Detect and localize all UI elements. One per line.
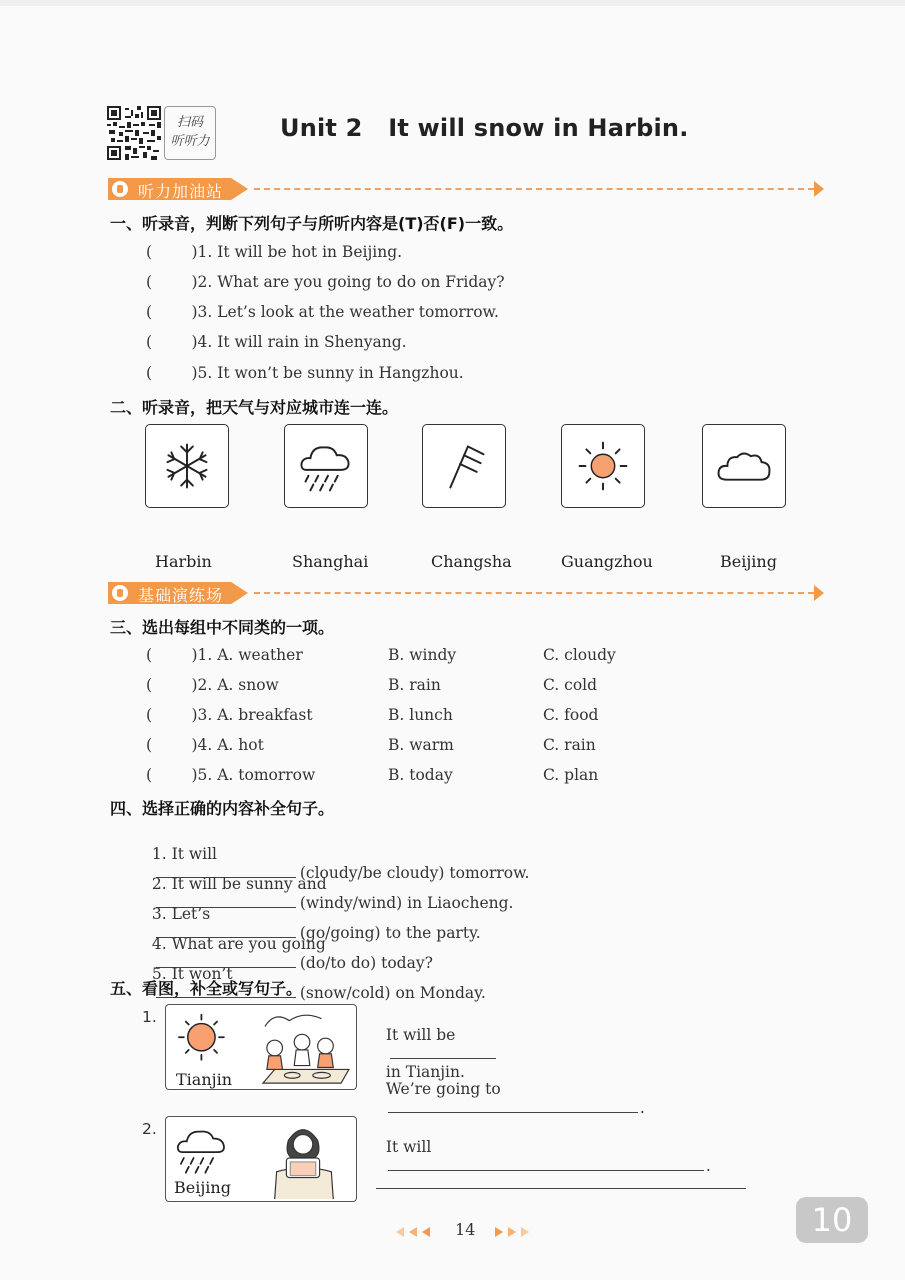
part5-heading: 五、看图，补全或写句子。 [110, 979, 303, 998]
part1-item-5: ( )5. It won’t be sunny in Hangzhou. [146, 364, 464, 382]
scan-label-1: 扫码 [176, 115, 203, 130]
rain-cloud-icon [178, 1132, 224, 1173]
section-band-practice [108, 582, 824, 604]
sun-icon [561, 424, 645, 508]
pencil-icon [112, 585, 128, 601]
girl-reading-illustration [275, 1130, 334, 1199]
part4-item-2-after: (windy/wind) in Liaocheng. [299, 894, 514, 912]
part3-row-1-a: ( )1. A. weather [146, 646, 303, 664]
rain-cloud-icon [284, 424, 368, 508]
cloud-icon [702, 424, 786, 508]
scan-label-2: 听听力 [170, 134, 210, 149]
q2-number: 2. [142, 1120, 157, 1138]
picnic-kids-illustration [263, 1015, 349, 1083]
top-edge [0, 0, 905, 6]
part3-row-2-a: ( )2. A. snow [146, 676, 279, 694]
part3-row-5-c: C. plan [543, 766, 599, 784]
city-guangzhou: Guangzhou [561, 552, 653, 571]
part1-item-2: ( )2. What are you going to do on Friday? [146, 273, 505, 291]
part4-item-4-before: 4. What are you going [151, 935, 326, 953]
part3-row-5-b: B. today [388, 766, 453, 784]
part1-heading: 一、听录音，判断下列句子与所听内容是(T)否(F)一致。 [110, 214, 514, 233]
prev-arrows-icon [396, 1222, 430, 1241]
part4-item-1-after: (cloudy/be cloudy) tomorrow. [299, 864, 530, 882]
part4-item-1-before: 1. It will [151, 845, 217, 863]
q1-line-2 [376, 1062, 645, 1117]
band-dashed-line [254, 188, 814, 190]
part1-item-4: ( )4. It will rain in Shenyang. [146, 333, 407, 351]
page-badge: 10 [796, 1197, 868, 1243]
answer-blank[interactable] [388, 1156, 704, 1171]
part4-item-3-before: 3. Let’s [151, 905, 211, 923]
part3-row-2-c: C. cold [543, 676, 598, 694]
city-changsha: Changsha [431, 552, 512, 571]
part3-row-2-b: B. rain [388, 676, 441, 694]
q2-line-1-end: . [705, 1157, 711, 1175]
answer-blank[interactable] [388, 1098, 638, 1113]
q2-line-1 [376, 1120, 711, 1175]
qr-code-icon[interactable] [107, 106, 161, 160]
q1-line-1-b: in Tianjin. [385, 1063, 465, 1081]
part3-heading: 三、选出每组中不同类的一项。 [110, 618, 335, 637]
part1-item-1: ( )1. It will be hot in Beijing. [146, 243, 403, 261]
part3-row-3-b: B. lunch [388, 706, 453, 724]
band-label: 听力加油站 [138, 182, 224, 201]
next-arrows-icon [495, 1222, 529, 1241]
part4-item-5-before: 5. It won’t [151, 965, 233, 983]
part2-heading: 二、听录音，把天气与对应城市连一连。 [110, 398, 399, 417]
q2-line-1-a: It will [385, 1138, 432, 1156]
picture-label-tianjin: Tianjin [176, 1070, 233, 1089]
ear-icon [112, 181, 128, 197]
picture-label-beijing: Beijing [174, 1178, 231, 1197]
city-shanghai: Shanghai [292, 552, 369, 571]
city-beijing: Beijing [720, 552, 777, 571]
part3-row-4-c: C. rain [543, 736, 596, 754]
page-number: 14 [455, 1220, 476, 1239]
section-band-listening [108, 178, 824, 200]
answer-blank[interactable] [390, 1044, 496, 1059]
part3-row-4-a: ( )4. A. hot [146, 736, 264, 754]
part4-item-2-before: 2. It will be sunny and [151, 875, 327, 893]
city-harbin: Harbin [155, 552, 212, 571]
q1-number: 1. [142, 1008, 157, 1026]
part4-heading: 四、选择正确的内容补全句子。 [110, 799, 335, 818]
part4-item-3-after: (go/going) to the party. [299, 924, 481, 942]
arrow-right-icon [814, 181, 824, 197]
part3-row-1-b: B. windy [388, 646, 457, 664]
scan-listening-tag [164, 106, 216, 160]
part3-row-5-a: ( )5. A. tomorrow [146, 766, 316, 784]
part1-item-3: ( )3. Let’s look at the weather tomorrow. [146, 303, 499, 321]
part3-row-1-c: C. cloudy [543, 646, 616, 664]
part3-row-4-b: B. warm [388, 736, 454, 754]
q1-line-1-a: It will be [385, 1026, 456, 1044]
snow-icon [145, 424, 229, 508]
band-label: 基础演练场 [138, 586, 224, 605]
band-dashed-line [254, 592, 814, 594]
page-title: Unit 2 It will snow in Harbin. [280, 114, 689, 142]
arrow-right-icon [814, 585, 824, 601]
part4-item-5-after: (snow/cold) on Monday. [299, 984, 486, 1002]
part3-row-3-a: ( )3. A. breakfast [146, 706, 313, 724]
wind-flag-icon [422, 424, 506, 508]
part3-row-3-c: C. food [543, 706, 599, 724]
q1-line-2-a: We’re going to [385, 1080, 501, 1098]
answer-line[interactable] [376, 1188, 746, 1189]
part4-item-4-after: (do/to do) today? [299, 954, 433, 972]
q1-line-2-end: . [639, 1099, 645, 1117]
sun-icon [179, 1015, 224, 1060]
